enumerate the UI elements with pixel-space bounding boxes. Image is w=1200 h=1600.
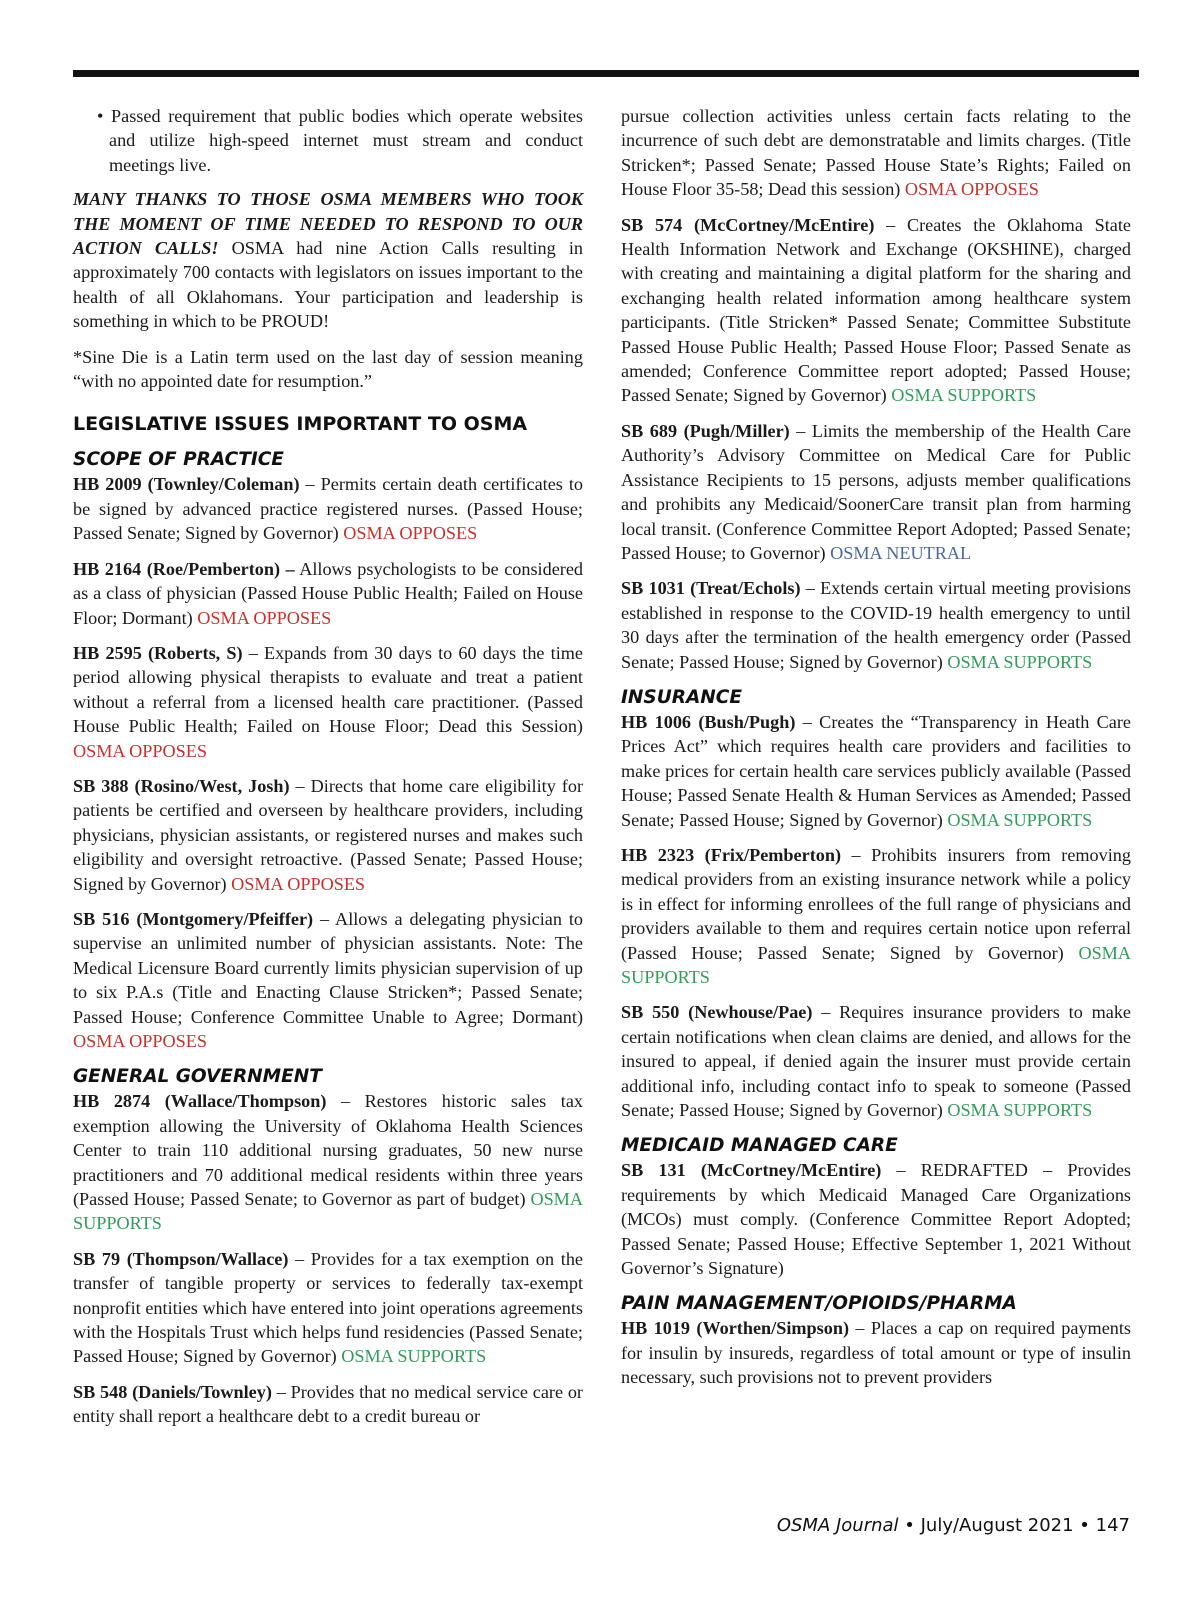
bill-entry <box>621 576 1131 674</box>
bill-entry <box>621 710 1131 832</box>
bill-entry <box>73 472 583 545</box>
stance-label: OSMA OPPOSES <box>231 873 366 894</box>
bill-entry <box>621 1158 1131 1280</box>
page-footer <box>777 1515 1130 1536</box>
bill-id: HB 2595 (Roberts, S) <box>73 642 243 663</box>
bill-entry <box>73 641 583 763</box>
bill-id: SB 388 (Rosino/West, Josh) <box>73 775 290 796</box>
bill-id: HB 2323 (Frix/Pemberton) <box>621 844 842 865</box>
sine-die-note: *Sine Die is a Latin term used on the last day of session meaning “with no appointed date for resumption.” <box>73 346 583 392</box>
bullet-item: • Passed requirement that public bodies which operate websites and utilize high-speed internet must stream and conduct meetings live. <box>97 106 583 175</box>
bill-text: pursue collection activities unless certain facts relating to the incurrence of such debt are demonstratable and limits charges. (Title Stricken*; Passed Senate; Passed House State’s Rights; Failed on House Floor 35-58; Dead this session) <box>621 106 1131 200</box>
stance-label: OSMA SUPPORTS <box>947 809 1093 830</box>
stance-label: OSMA SUPPORTS <box>891 385 1037 406</box>
bill-id: SB 131 (McCortney/McEntire) <box>621 1160 882 1181</box>
stance-label: OSMA SUPPORTS <box>341 1346 487 1367</box>
subheading-pain-management: PAIN MANAGEMENT/OPIOIDS/PHARMA <box>621 1293 1017 1315</box>
bill-text: – Creates the “Transparency in Heath Care Prices Act” which requires health care providers and facilities to make prices for certain health care services publicly available (Passed House; Passed Senate Health & Human Services as Amended; Passed Senate; Passed House; Signed by Governor) <box>621 711 1131 830</box>
bill-id: SB 79 (Thompson/Wallace) <box>73 1248 289 1269</box>
right-column <box>621 104 1131 1401</box>
bill-text: – Permits certain death certificates to be signed by advanced practice registered nurses. (Passed House; Passed Senate; Signed by Governor) <box>73 474 583 544</box>
stance-label: OSMA OPPOSES <box>73 1031 207 1051</box>
bill-id: HB 2874 (Wallace/Thompson) <box>73 1091 327 1112</box>
left-column <box>73 104 583 1440</box>
bill-id: HB 2164 (Roe/Pemberton) – <box>73 558 295 579</box>
bill-entry <box>73 1380 583 1429</box>
section-title: LEGISLATIVE ISSUES IMPORTANT TO OSMA <box>73 413 528 436</box>
stance-label: OSMA SUPPORTS <box>73 1189 583 1234</box>
subheading-general-government: GENERAL GOVERNMENT <box>73 1066 322 1088</box>
bill-entry <box>621 1000 1131 1122</box>
bill-entry <box>621 1316 1131 1389</box>
bill-entry <box>73 907 583 1053</box>
subheading-insurance: INSURANCE <box>621 686 742 708</box>
bill-id: SB 689 (Pugh/Miller) <box>621 420 790 441</box>
stance-label: OSMA OPPOSES <box>343 523 478 544</box>
top-rule <box>73 70 1139 77</box>
bill-entry <box>621 213 1131 408</box>
bill-entry <box>621 419 1131 565</box>
subheading-medicaid: MEDICAID MANAGED CARE <box>621 1135 898 1157</box>
bill-text: – Creates the Oklahoma State Health Information Network and Exchange (OKSHINE), charged with creating and maintaining a digital platform for the sharing and exchanging health related information among healthcare system participants. (Title Stricken* Passed Senate; Committee Substitute Passed House Public Health; Passed House Floor; Passed Senate as amended; Conference Committee report adopted; Passed House; Passed Senate; Signed by Governor) <box>621 214 1131 406</box>
thanks-body: OSMA had nine Action Calls resulting in approximately 700 contacts with legislators on issues important to the health of all Oklahomans. Your participation and leadership is something in which to be PROUD! <box>73 238 583 332</box>
issue-info: • July/August 2021 • 147 <box>898 1515 1130 1536</box>
stance-label: OSMA NEUTRAL <box>830 542 972 563</box>
stance-label: OSMA SUPPORTS <box>947 651 1093 672</box>
bill-entry <box>73 1089 583 1235</box>
stance-label: OSMA SUPPORTS <box>947 1100 1093 1121</box>
journal-name: OSMA Journal <box>776 1515 899 1536</box>
bill-text: – Provides that no medical service care or entity shall report a healthcare debt to a credit bureau or <box>73 1381 583 1427</box>
bullet-text: Passed requirement that public bodies which operate websites and utilize high-speed internet must stream and conduct meetings live. <box>109 106 583 175</box>
bill-id: SB 574 (McCortney/McEntire) <box>621 214 875 235</box>
bill-text: – Directs that home care eligibility for patients be certified and overseen by healthcare providers, including physicians, physician assistants, or registered nurses and makes such eligibility and oversight retroactive. (Passed Senate; Passed House; Signed by Governor) <box>73 775 583 894</box>
bill-entry <box>73 1247 583 1369</box>
stance-label: OSMA OPPOSES <box>904 179 1039 200</box>
bill-entry <box>621 843 1131 989</box>
bill-text: – Requires insurance providers to make certain notifications when clean claims are denied, and allows for the insured to appeal, if denied again the insurer must provide certain additional info, including contact info to speak to someone (Passed Senate; Passed House; Signed by Governor) <box>621 1002 1131 1121</box>
stance-label: OSMA OPPOSES <box>73 740 207 761</box>
subheading-scope: SCOPE OF PRACTICE <box>73 449 284 471</box>
bill-id: SB 550 (Newhouse/Pae) <box>621 1002 813 1023</box>
bill-id: SB 1031 (Treat/Echols) <box>621 578 801 599</box>
bill-id: HB 1019 (Worthen/Simpson) <box>621 1318 850 1339</box>
bill-text: – Extends certain virtual meeting provisions established in response to the COVID-19 health emergency to until 30 days after the termination of the health emergency order (Passed Senate; Passed House; Signed by Governor) <box>621 578 1132 672</box>
bill-id: HB 2009 (Townley/Coleman) <box>73 474 300 495</box>
bill-text: – Limits the membership of the Health Care Authority’s Advisory Committee on Medical Care for Public Assistance Recipients to 15 persons, adjusts member qualifications and prohibits any Medicaid/SoonerCare transit plan from harming local transit. (Conference Committee Report Adopted; Passed Senate; Passed House; to Governor) <box>621 420 1131 563</box>
bill-text: – Allows a delegating physician to supervise an unlimited number of physician assistants. Note: The Medical Licensure Board currently limits physician supervision of up to six P.A.s (Title and Enacting Clause Stricken*; Passed Senate; Passed House; Conference Committee Unable to Agree; Dormant) <box>73 908 583 1027</box>
bill-continuation <box>621 104 1131 202</box>
bill-id: SB 548 (Daniels/Townley) <box>73 1381 272 1402</box>
bill-text: – Expands from 30 days to 60 days the time period allowing physical therapists to evaluate and treat a patient without a referral from a licensed health care practitioner. (Passed House Public Health; Failed on House Floor; Dead this Session) <box>73 642 583 737</box>
stance-label: OSMA OPPOSES <box>197 607 332 628</box>
bill-id: HB 1006 (Bush/Pugh) <box>621 711 796 732</box>
bill-text: – REDRAFTED – Provides requirements by which Medicaid Managed Care Organizations (MCOs) must comply. (Conference Committee Report Adopted; Passed Senate; Passed House; Effective September 1, 2021 Without Governor’s Signature) <box>621 1160 1132 1279</box>
bill-text: – Places a cap on required payments for insulin by insureds, regardless of total amount or type of insulin necessary, such provisions not to prevent providers <box>621 1318 1132 1388</box>
bill-id: SB 516 (Montgomery/Pfeiffer) <box>73 908 314 929</box>
bill-text: – Prohibits insurers from removing medical providers from an existing insurance network while a policy is in effect for informing enrollees of the full range of physicians and providers available to them and requires certain notice upon referral (Passed House; Passed Senate; Signed by Governor) <box>621 844 1131 963</box>
bill-entry <box>73 774 583 896</box>
bill-text: Allows psychologists to be considered as a class of physician (Passed House Public Health; Failed on House Floor; Dormant) <box>73 558 583 628</box>
stance-label: OSMA SUPPORTS <box>621 942 1131 987</box>
bill-entry <box>73 557 583 630</box>
bill-text: – Provides for a tax exemption on the transfer of tangible property or services to federally tax-exempt nonprofit entities which have entered into joint operations agreements with the Hospitals Trust which helps fund residencies (Passed Senate; Passed House; Signed by Governor) <box>73 1248 583 1367</box>
thanks-lead: MANY THANKS TO THOSE OSMA MEMBERS WHO TOOK THE MOMENT OF TIME NEEDED TO RESPOND TO OUR ACTION CALLS! <box>73 189 583 259</box>
thanks-paragraph <box>73 187 583 333</box>
bill-text: – Restores historic sales tax exemption allowing the University of Oklahoma Health Sciences Center to train 110 additional nursing graduates, 50 new nurse practitioners and 70 additional medical residents within three years (Passed House; Passed Senate; to Governor as part of budget) <box>73 1091 583 1210</box>
